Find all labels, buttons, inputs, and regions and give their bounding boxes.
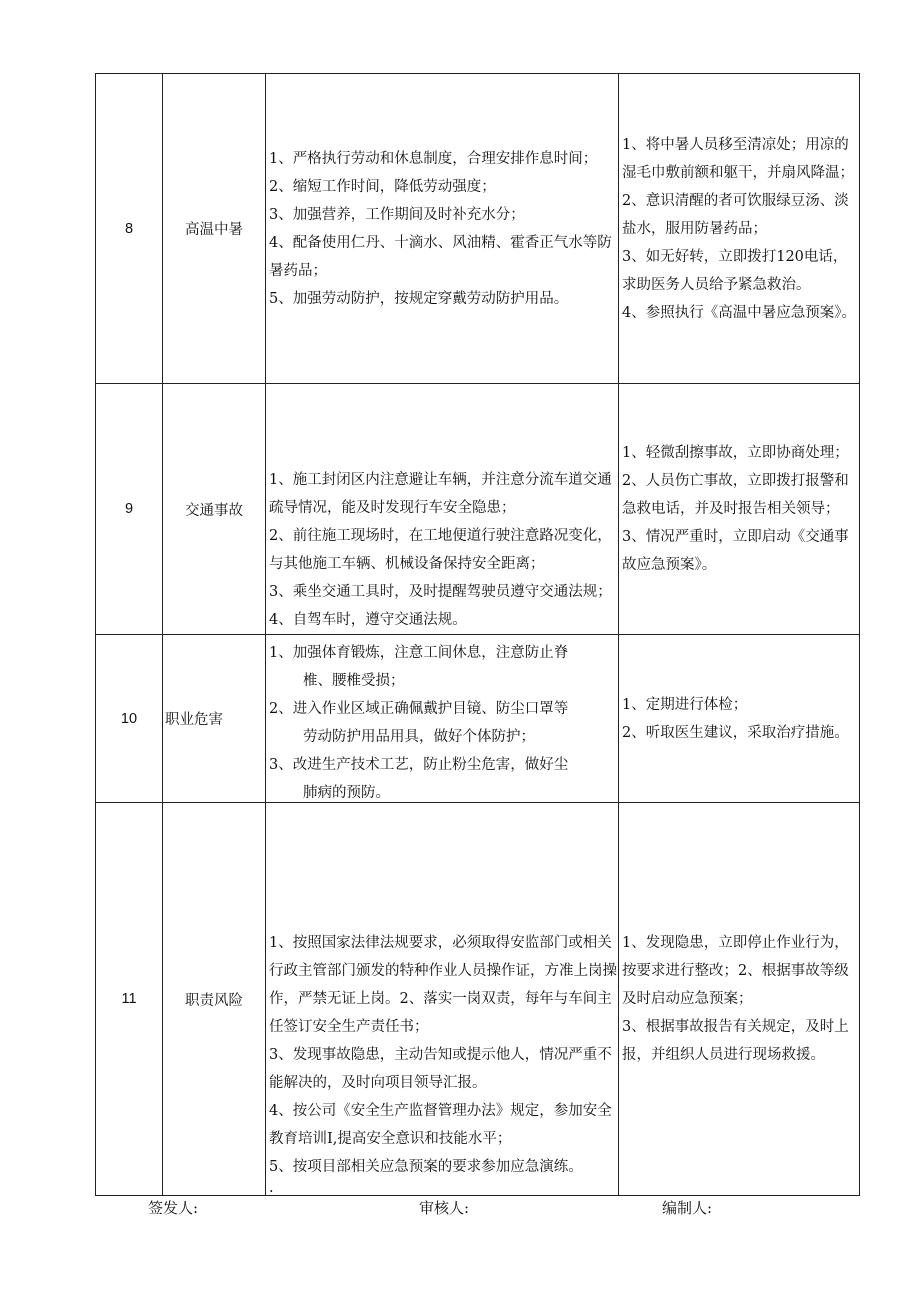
table-row <box>96 384 860 635</box>
response-item: 1、轻微刮擦事故，立即协商处理； <box>622 445 849 461</box>
response-item: 2、人员伤亡事故，立即拨打报警和急救电话，并及时报告相关领导； <box>622 473 849 517</box>
emergency-response <box>619 74 860 384</box>
hazard-table <box>95 73 860 1196</box>
measure-item: 1、加强体育锻炼，注意工间休息，注意防止脊 <box>269 645 569 661</box>
measure-item: 4、配备使用仁丹、十滴水、风油精、霍香正气水等防暑药品； <box>269 234 612 279</box>
prevention-measures <box>266 384 619 635</box>
response-item: 2、听取医生建议，采取治疗措施。 <box>622 724 849 741</box>
row-number: 10 <box>96 635 163 803</box>
row-number: 11 <box>96 803 163 1196</box>
hazard-name: 高温中暑 <box>163 74 266 384</box>
prevention-measures <box>266 74 619 384</box>
measure-item: 1、施工封闭区内注意避让车辆，并注意分流车道交通疏导情况，能及时发现行车安全隐患； <box>269 472 612 516</box>
response-item: 3、根据事故报告有关规定，及时上报，并组织人员进行现场救援。 <box>622 1019 849 1063</box>
measure-item: . <box>269 1180 274 1196</box>
response-item: 3、如无好转，立即拨打120电话，求助医务人员给予紧急救治。 <box>622 248 848 293</box>
response-item: 1、将中暑人员移至清凉处；用凉的湿毛巾敷前额和躯干，并扇风降温； <box>622 136 854 181</box>
measure-item: 1、按照国家法律法规要求，必须取得安监部门或相关行政主管部门颁发的特种作业人员操作证，方准上岗操作，严禁无证上岗。2、落实一岗双责，每年与车间主任签订安全生产责任书； <box>269 935 617 1035</box>
measure-item: 3、加强营养，工作期间及时补充水分； <box>269 206 525 223</box>
measure-item: 3、发现事故隐患，主动告知或提示他人，情况严重不能解决的，及时向项目领导汇报。 <box>269 1047 612 1091</box>
emergency-response <box>619 635 860 803</box>
response-item: 1、定期进行体检； <box>622 696 748 713</box>
table-row <box>96 803 860 1196</box>
signer-label: 签发人: <box>148 1199 199 1217</box>
measure-item: 3、改进生产技术工艺，防止粉尘危害，做好尘 <box>269 757 569 773</box>
emergency-response <box>619 803 860 1196</box>
prevention-measures <box>266 803 619 1196</box>
measure-item: 4、按公司《安全生产监督管理办法》规定，参加安全教育培训I,提高安全意识和技能水平； <box>269 1103 612 1147</box>
measure-item: 2、进入作业区域正确佩戴护目镜、防尘口罩等 <box>269 701 569 717</box>
measure-item: 2、前往施工现场时，在工地便道行驶注意路况变化，与其他施工车辆、机械设备保持安全距离； <box>269 528 612 572</box>
measure-item: 3、乘坐交通工具时，及时提醒驾驶员遵守交通法规； <box>269 584 612 600</box>
hazard-name: 职责风险 <box>163 803 266 1196</box>
measure-item: 5、按项目部相关应急预案的要求参加应急演练。 <box>269 1159 583 1175</box>
editor-label: 编制人: <box>662 1199 713 1217</box>
hazard-name: 交通事故 <box>163 384 266 635</box>
table-row <box>96 635 860 803</box>
measure-item-continued: 椎、腰椎受损； <box>303 673 405 689</box>
measure-item-continued: 劳动防护用品用具，做好个体防护； <box>303 729 535 745</box>
response-item: 3、情况严重时，立即启动《交通事故应急预案》。 <box>622 529 849 573</box>
measure-item-continued: 肺病的预防。 <box>303 785 390 801</box>
response-item: 1、发现隐患，立即停止作业行为，按要求进行整改；2、根据事故等级及时启动应急预案； <box>622 935 849 1007</box>
measure-item: 4、自驾车时，遵守交通法规。 <box>269 612 467 628</box>
table-row <box>96 74 860 384</box>
prevention-measures <box>266 635 619 803</box>
measure-item: 2、缩短工作时间，降低劳动强度； <box>269 178 496 195</box>
row-number: 8 <box>96 74 163 384</box>
response-item: 2、意识清醒的者可饮服绿豆汤、淡盐水，服用防暑药品； <box>622 192 849 237</box>
measure-item: 5、加强劳动防护，按规定穿戴劳动防护用品。 <box>269 290 569 307</box>
hazard-name: 职业危害 <box>163 635 266 803</box>
row-number: 9 <box>96 384 163 635</box>
measure-item: 1、严格执行劳动和休息制度，合理安排作息时间； <box>269 150 598 167</box>
reviewer-label: 审核人: <box>419 1199 470 1217</box>
emergency-response <box>619 384 860 635</box>
response-item: 4、参照执行《高温中暑应急预案》。 <box>622 304 856 321</box>
